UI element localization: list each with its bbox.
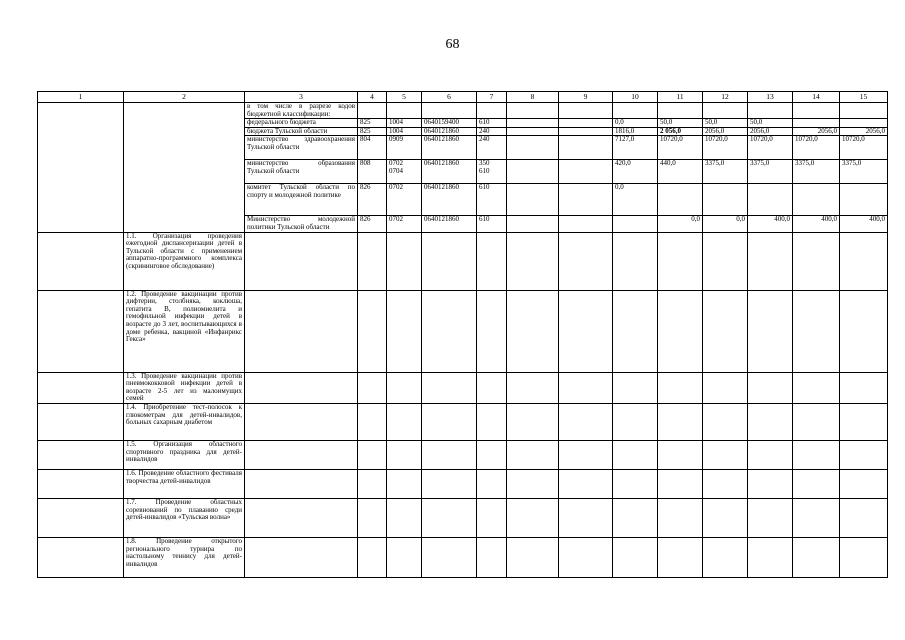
cell-vr — [477, 103, 507, 119]
column-header: 6 — [422, 92, 477, 103]
cell-csr: 0640121860 — [422, 127, 477, 136]
cell-activity-name: 1.8. Проведение открытого регионального турнира по настольному теннису для детей-инвалидов — [124, 537, 245, 577]
cell-empty — [38, 440, 124, 469]
cell-empty — [613, 232, 658, 290]
cell-empty — [477, 440, 507, 469]
cell-amount: 10720,0 — [658, 136, 703, 160]
cell-empty — [387, 440, 422, 469]
cell-amount: 2056,0 — [840, 127, 888, 136]
cell-activity-name: 1.4. Приобретение тест-полосок к глюкометрам для детей-инвалидов, больных сахарным диабетом — [124, 403, 245, 440]
cell-empty — [559, 136, 613, 160]
cell-empty — [840, 537, 888, 577]
cell-empty — [507, 537, 559, 577]
cell-empty — [507, 184, 559, 216]
cell-empty — [245, 290, 358, 372]
cell-empty — [559, 537, 613, 577]
cell-empty — [703, 290, 748, 372]
cell-empty — [387, 290, 422, 372]
budget-table — [37, 91, 888, 578]
table-row — [38, 103, 888, 119]
table-row — [38, 290, 888, 372]
cell-empty — [703, 498, 748, 537]
cell-empty — [613, 498, 658, 537]
cell-empty — [559, 160, 613, 184]
cell-amount: 2 056,0 — [658, 127, 703, 136]
cell-empty — [658, 469, 703, 498]
cell-empty — [748, 232, 793, 290]
cell-empty — [748, 440, 793, 469]
cell-rzpr: 1004 — [387, 127, 422, 136]
cell-amount: 440,0 — [658, 160, 703, 184]
cell-empty — [559, 469, 613, 498]
cell-empty — [840, 290, 888, 372]
cell-amount — [840, 103, 888, 119]
cell-amount: 10720,0 — [793, 136, 840, 160]
cell-csr: 0640121860 — [422, 216, 477, 232]
cell-amount: 1816,0 — [613, 127, 658, 136]
cell-amount: 0,0 — [658, 216, 703, 232]
cell-amount — [703, 184, 748, 216]
cell-empty — [477, 403, 507, 440]
column-header: 10 — [613, 92, 658, 103]
cell-amount — [840, 184, 888, 216]
cell-empty — [559, 290, 613, 372]
cell-empty — [559, 184, 613, 216]
table-row — [38, 469, 888, 498]
cell-amount: 0,0 — [613, 184, 658, 216]
cell-empty — [559, 372, 613, 403]
cell-empty — [245, 403, 358, 440]
cell-amount: 50,0 — [748, 119, 793, 128]
cell-empty — [658, 403, 703, 440]
cell-amount: 3375,0 — [703, 160, 748, 184]
cell-amount: 400,0 — [840, 216, 888, 232]
cell-empty — [38, 232, 124, 290]
cell-empty — [38, 290, 124, 372]
cell-empty — [658, 290, 703, 372]
cell-empty — [477, 232, 507, 290]
page-number: 68 — [445, 37, 460, 52]
cell-empty — [793, 372, 840, 403]
cell-csr: 0640121860 — [422, 136, 477, 160]
cell-empty — [38, 403, 124, 440]
cell-empty — [559, 440, 613, 469]
cell-empty — [840, 232, 888, 290]
cell-grbs: 825 — [358, 127, 387, 136]
table-row — [38, 403, 888, 440]
cell-program-number — [38, 103, 124, 233]
cell-amount: 10720,0 — [748, 136, 793, 160]
cell-amount: 50,0 — [658, 119, 703, 128]
cell-empty — [793, 232, 840, 290]
cell-empty — [422, 290, 477, 372]
column-header: 14 — [793, 92, 840, 103]
cell-empty — [387, 403, 422, 440]
cell-grbs: 808 — [358, 160, 387, 184]
cell-amount — [840, 119, 888, 128]
column-header: 12 — [703, 92, 748, 103]
cell-csr — [422, 103, 477, 119]
cell-budget-source: министерство здравоохранения Тульской области — [245, 136, 358, 160]
cell-empty — [703, 469, 748, 498]
cell-empty — [793, 403, 840, 440]
cell-empty — [748, 290, 793, 372]
cell-empty — [703, 440, 748, 469]
table-row — [38, 372, 888, 403]
cell-empty — [613, 372, 658, 403]
cell-empty — [658, 232, 703, 290]
column-header: 7 — [477, 92, 507, 103]
column-header: 3 — [245, 92, 358, 103]
cell-empty — [613, 469, 658, 498]
cell-empty — [422, 498, 477, 537]
cell-empty — [793, 440, 840, 469]
cell-budget-source: в том числе в разрезе кодов бюджетной классификации: — [245, 103, 358, 119]
column-header: 9 — [559, 92, 613, 103]
cell-csr: 0640121860 — [422, 184, 477, 216]
cell-activity-name: 1.6. Проведение областного фестиваля творчества детей-инвалидов — [124, 469, 245, 498]
cell-empty — [358, 403, 387, 440]
cell-activity-name: 1.7. Проведение областных соревнований по плаванию среди детей-инвалидов «Тульская волна» — [124, 498, 245, 537]
cell-activity-name: 1.2. Проведение вакцинации против дифтерии, столбняка, коклюша, гепатита В, полиомиелита и гемофильной инфекции детей в возрасте до 3 лет, воспитывающихся в доме ребенка, вакциной «Инфанрикс Гекса» — [124, 290, 245, 372]
cell-amount: 0,0 — [703, 216, 748, 232]
cell-amount: 7127,0 — [613, 136, 658, 160]
cell-empty — [703, 232, 748, 290]
cell-empty — [559, 103, 613, 119]
cell-vr: 240 — [477, 136, 507, 160]
cell-empty — [613, 537, 658, 577]
cell-empty — [613, 440, 658, 469]
cell-amount — [613, 216, 658, 232]
column-header: 4 — [358, 92, 387, 103]
column-header: 2 — [124, 92, 245, 103]
table-row — [38, 537, 888, 577]
cell-budget-source: бюджета Тульской области — [245, 127, 358, 136]
cell-budget-source: федерального бюджета — [245, 119, 358, 128]
cell-empty — [245, 372, 358, 403]
cell-amount — [613, 103, 658, 119]
cell-empty — [559, 216, 613, 232]
cell-empty — [507, 498, 559, 537]
cell-amount: 10720,0 — [703, 136, 748, 160]
cell-empty — [507, 136, 559, 160]
cell-empty — [422, 469, 477, 498]
cell-rzpr: 0702 — [387, 184, 422, 216]
cell-budget-source: Министерство молодежной политики Тульской области — [245, 216, 358, 232]
cell-vr: 610 — [477, 184, 507, 216]
cell-empty — [507, 440, 559, 469]
table-row — [38, 440, 888, 469]
column-header: 11 — [658, 92, 703, 103]
column-header: 8 — [507, 92, 559, 103]
cell-empty — [559, 127, 613, 136]
cell-amount: 400,0 — [793, 216, 840, 232]
table-row — [38, 498, 888, 537]
cell-vr: 610 — [477, 216, 507, 232]
cell-activity-name: 1.1. Организация проведения ежегодной диспансеризации детей в Тульской области с применением аппаратно-программного комплекса (скрининговое обследование) — [124, 232, 245, 290]
cell-empty — [507, 290, 559, 372]
cell-amount — [703, 103, 748, 119]
column-header: 5 — [387, 92, 422, 103]
cell-empty — [793, 498, 840, 537]
cell-empty — [613, 403, 658, 440]
cell-empty — [358, 537, 387, 577]
cell-budget-source: комитет Тульской области по спорту и молодежной политике — [245, 184, 358, 216]
cell-amount — [658, 103, 703, 119]
cell-empty — [703, 372, 748, 403]
cell-amount — [658, 184, 703, 216]
cell-empty — [387, 469, 422, 498]
column-header: 1 — [38, 92, 124, 103]
cell-empty — [477, 537, 507, 577]
cell-amount — [793, 184, 840, 216]
cell-empty — [658, 537, 703, 577]
cell-empty — [793, 290, 840, 372]
cell-empty — [748, 372, 793, 403]
cell-rzpr: 0702 0704 — [387, 160, 422, 184]
cell-program-name — [124, 103, 245, 233]
cell-empty — [613, 290, 658, 372]
cell-empty — [703, 537, 748, 577]
cell-empty — [477, 372, 507, 403]
cell-amount: 420,0 — [613, 160, 658, 184]
cell-empty — [245, 498, 358, 537]
cell-empty — [507, 469, 559, 498]
cell-empty — [245, 440, 358, 469]
cell-empty — [387, 232, 422, 290]
cell-csr: 0640159400 — [422, 119, 477, 128]
cell-empty — [38, 537, 124, 577]
cell-empty — [793, 537, 840, 577]
cell-rzpr: 0702 — [387, 216, 422, 232]
cell-empty — [658, 440, 703, 469]
cell-budget-source: министерство образования Тульской области — [245, 160, 358, 184]
cell-empty — [358, 372, 387, 403]
cell-empty — [658, 372, 703, 403]
cell-amount: 2056,0 — [793, 127, 840, 136]
cell-empty — [38, 469, 124, 498]
cell-empty — [358, 440, 387, 469]
table-row — [38, 232, 888, 290]
cell-empty — [559, 403, 613, 440]
cell-amount — [748, 184, 793, 216]
cell-vr: 350 610 — [477, 160, 507, 184]
cell-empty — [559, 232, 613, 290]
cell-empty — [387, 372, 422, 403]
cell-empty — [38, 498, 124, 537]
cell-empty — [358, 469, 387, 498]
cell-empty — [840, 372, 888, 403]
table-header-row — [38, 92, 888, 103]
cell-empty — [422, 537, 477, 577]
cell-vr: 240 — [477, 127, 507, 136]
cell-empty — [559, 119, 613, 128]
cell-empty — [793, 469, 840, 498]
cell-empty — [840, 469, 888, 498]
cell-empty — [748, 537, 793, 577]
cell-empty — [748, 469, 793, 498]
cell-empty — [507, 160, 559, 184]
cell-amount: 0,0 — [613, 119, 658, 128]
cell-empty — [422, 372, 477, 403]
cell-amount: 3375,0 — [840, 160, 888, 184]
cell-amount: 10720,0 — [840, 136, 888, 160]
cell-amount: 400,0 — [748, 216, 793, 232]
cell-empty — [387, 498, 422, 537]
cell-empty — [38, 372, 124, 403]
cell-grbs: 825 — [358, 119, 387, 128]
column-header: 15 — [840, 92, 888, 103]
cell-amount — [793, 119, 840, 128]
cell-grbs: 804 — [358, 136, 387, 160]
cell-amount — [793, 103, 840, 119]
cell-empty — [748, 403, 793, 440]
cell-empty — [703, 403, 748, 440]
cell-empty — [840, 498, 888, 537]
cell-empty — [358, 232, 387, 290]
cell-empty — [507, 103, 559, 119]
cell-empty — [422, 440, 477, 469]
cell-empty — [477, 290, 507, 372]
cell-empty — [507, 216, 559, 232]
cell-csr: 0640121860 — [422, 160, 477, 184]
cell-activity-name: 1.3. Проведение вакцинации против пневмококковой инфекции детей в возрасте 2-5 лет из малоимущих семей — [124, 372, 245, 403]
cell-rzpr: 1004 — [387, 119, 422, 128]
cell-amount: 2056,0 — [748, 127, 793, 136]
cell-empty — [477, 498, 507, 537]
cell-amount — [748, 103, 793, 119]
cell-empty — [507, 119, 559, 128]
cell-empty — [507, 232, 559, 290]
cell-activity-name: 1.5. Организация областного спортивного праздника для детей-инвалидов — [124, 440, 245, 469]
cell-amount: 50,0 — [703, 119, 748, 128]
column-header: 13 — [748, 92, 793, 103]
cell-amount: 3375,0 — [748, 160, 793, 184]
cell-grbs: 826 — [358, 216, 387, 232]
cell-amount: 2056,0 — [703, 127, 748, 136]
cell-empty — [748, 498, 793, 537]
cell-empty — [658, 498, 703, 537]
cell-empty — [477, 469, 507, 498]
cell-rzpr — [387, 103, 422, 119]
cell-empty — [245, 537, 358, 577]
cell-empty — [245, 232, 358, 290]
cell-empty — [507, 372, 559, 403]
cell-empty — [840, 403, 888, 440]
cell-vr: 610 — [477, 119, 507, 128]
cell-empty — [559, 498, 613, 537]
cell-empty — [245, 469, 358, 498]
cell-empty — [358, 290, 387, 372]
cell-empty — [387, 537, 422, 577]
cell-empty — [507, 127, 559, 136]
cell-empty — [358, 498, 387, 537]
cell-empty — [422, 232, 477, 290]
cell-amount: 3375,0 — [793, 160, 840, 184]
cell-grbs — [358, 103, 387, 119]
cell-empty — [507, 403, 559, 440]
cell-grbs: 826 — [358, 184, 387, 216]
cell-rzpr: 0909 — [387, 136, 422, 160]
cell-empty — [422, 403, 477, 440]
cell-empty — [840, 440, 888, 469]
